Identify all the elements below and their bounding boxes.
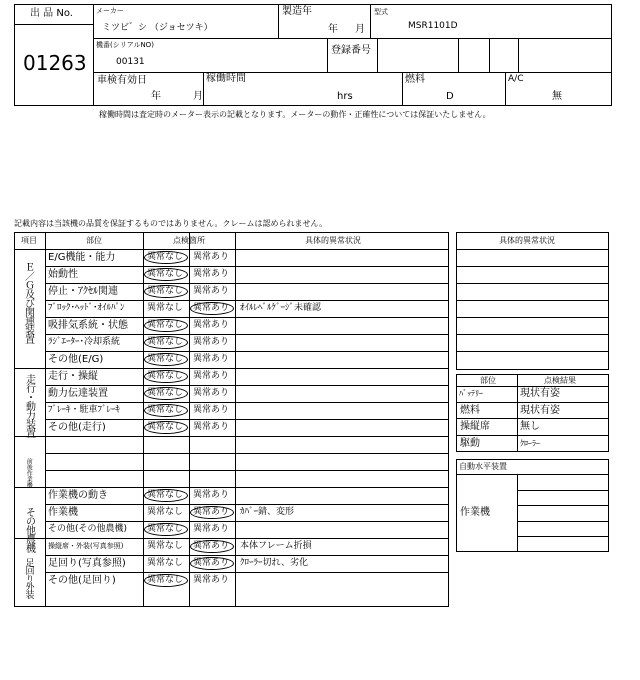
check-no-abnormal: 異常なし	[147, 354, 184, 364]
right-detail-header: 具体的異常状況	[499, 236, 555, 245]
circled-no-abnormal	[144, 404, 188, 417]
check-abnormal: 異常あり	[193, 354, 230, 364]
row-part: その他(E/G)	[48, 354, 104, 365]
row-part: 停止・ｱｸｾﾙ関連	[48, 286, 118, 297]
circled-no-abnormal	[144, 268, 188, 281]
row-part: ﾌﾞﾛｯｸ･ﾍｯﾄﾞ･ｵｲﾙﾊﾟﾝ	[48, 303, 125, 313]
right-row-cab-result: 無し	[520, 421, 540, 432]
right-row-fuel-part: 燃料	[460, 405, 480, 416]
row-part: その他(走行)	[48, 422, 106, 433]
section-label-other: その他農機	[23, 507, 35, 552]
check-no-abnormal: 異常なし	[147, 558, 184, 568]
check-no-abnormal: 異常なし	[147, 252, 184, 262]
row-detail: ｸﾛｰﾗｰ切れ、劣化	[240, 558, 309, 568]
check-no-abnormal: 異常なし	[147, 541, 184, 551]
right-row-fuel-result: 現状有姿	[520, 405, 560, 416]
check-abnormal: 異常あり	[193, 337, 230, 347]
circled-abnormal	[190, 506, 234, 519]
model-value: MSR1101D	[408, 21, 458, 31]
check-abnormal: 異常あり	[193, 320, 230, 330]
check-no-abnormal: 異常なし	[147, 422, 184, 432]
right-part-header: 部位	[480, 376, 496, 385]
check-abnormal: 異常あり	[193, 252, 230, 262]
inspection-year: 年	[151, 91, 161, 102]
fuel-label: 燃料	[405, 74, 425, 85]
check-abnormal: 異常あり	[193, 541, 230, 551]
row-part: その他(その他農機)	[48, 524, 128, 534]
row-part: 走行・操縦	[48, 371, 98, 382]
hours-label: 稼働時間	[206, 73, 246, 84]
circled-no-abnormal	[144, 370, 188, 383]
hours-note: 稼働時間は査定時のメーター表示の記載となります。メーターの動作・正確性については保証いたしません。	[99, 110, 491, 119]
row-part: 吸排気系統・状態	[48, 320, 128, 331]
check-abnormal: 異常あり	[193, 558, 230, 568]
circled-no-abnormal	[144, 421, 188, 434]
row-line	[45, 470, 449, 471]
right-row-cab-part: 操縦席	[460, 421, 490, 432]
mfg-year-label: 製造年	[282, 6, 312, 17]
check-abnormal: 異常あり	[193, 388, 230, 398]
ac-value: 無	[552, 91, 562, 102]
check-abnormal: 異常あり	[193, 303, 230, 313]
check-abnormal: 異常あり	[193, 269, 230, 279]
inspection-month: 月	[193, 91, 203, 102]
inspection-label: 車検有効日	[97, 75, 147, 86]
check-no-abnormal: 異常なし	[147, 337, 184, 347]
mfg-year-unit-month: 月	[355, 24, 365, 35]
circled-no-abnormal	[144, 285, 188, 298]
right-row-battery-result: 現状有姿	[520, 388, 560, 399]
reg-no-label: 登録番号	[331, 45, 371, 56]
circled-no-abnormal	[144, 319, 188, 332]
row-line	[45, 351, 449, 352]
check-no-abnormal: 異常なし	[147, 371, 184, 381]
serial-value: 00131	[116, 57, 145, 67]
circled-abnormal	[190, 302, 234, 315]
check-abnormal: 異常あり	[193, 575, 230, 585]
row-detail: ｵｲﾙﾚﾍﾞﾙｹﾞｰｼﾞ未確認	[240, 303, 322, 313]
circled-no-abnormal	[144, 387, 188, 400]
check-no-abnormal: 異常なし	[147, 405, 184, 415]
circled-no-abnormal	[144, 574, 188, 587]
check-abnormal: 異常あり	[193, 371, 230, 381]
hours-unit: hrs	[337, 91, 353, 102]
check-no-abnormal: 異常なし	[147, 490, 184, 500]
check-abnormal: 異常あり	[193, 490, 230, 500]
circled-no-abnormal	[144, 353, 188, 366]
check-no-abnormal: 異常なし	[147, 286, 184, 296]
fuel-value: D	[446, 91, 454, 102]
check-no-abnormal: 異常なし	[147, 575, 184, 585]
row-line	[45, 453, 449, 454]
maker-value: ミツビ゛シ （ジョセツキ）	[102, 23, 213, 33]
row-part: ﾌﾞﾚｰｷ・駐車ﾌﾞﾚｰｷ	[48, 405, 121, 415]
maker-label: メーカー	[96, 7, 124, 15]
row-part: E/G機能・能力	[48, 252, 116, 263]
check-abnormal: 異常あり	[193, 405, 230, 415]
row-detail: 本体フレーム折損	[240, 541, 312, 551]
work-machine-label: 作業機	[460, 507, 490, 518]
section-label-drive: 走行・動力装置	[23, 374, 35, 437]
circled-no-abnormal	[144, 523, 188, 536]
item-no-label: 出 品 No.	[30, 8, 73, 19]
mfg-year-unit-year: 年	[328, 24, 338, 35]
check-abnormal: 異常あり	[193, 524, 230, 534]
item-no: 01263	[23, 51, 87, 75]
right-row-battery-part: ﾊﾞｯﾃﾘｰ	[459, 389, 483, 398]
circled-abnormal	[190, 557, 234, 570]
row-line	[45, 266, 449, 267]
circled-no-abnormal	[144, 251, 188, 264]
auto-level-label: 自動水平装置	[459, 462, 507, 471]
right-result-header: 点検結果	[544, 376, 576, 385]
section-label-undercarriage: 足回り外装	[23, 558, 34, 598]
check-no-abnormal: 異常なし	[147, 320, 184, 330]
circled-no-abnormal	[144, 336, 188, 349]
row-part: ﾗｼﾞｴｰﾀｰ･冷却系統	[48, 337, 121, 347]
check-abnormal: 異常あり	[193, 286, 230, 296]
row-line	[14, 436, 449, 437]
header-part: 部位	[86, 236, 102, 245]
circled-abnormal	[190, 540, 234, 553]
header-check: 点検箇所	[173, 236, 205, 245]
row-part: 操縦席・外装(写真参照)	[48, 542, 124, 550]
row-part: 足回り(写真参照)	[48, 558, 126, 569]
section-label-work: 前後作業機	[25, 458, 33, 488]
ac-label: A/C	[508, 74, 524, 84]
check-no-abnormal: 異常なし	[147, 269, 184, 279]
check-no-abnormal: 異常なし	[147, 388, 184, 398]
row-part: 作業機	[48, 507, 78, 518]
section-label-eg: Ｅ／Ｇ及び関連装置	[22, 262, 34, 343]
row-part: 動力伝達装置	[48, 388, 108, 399]
row-part: 作業機の動き	[48, 490, 108, 501]
serial-label: 機番(シリアルNO)	[96, 41, 154, 49]
check-abnormal: 異常あり	[193, 507, 230, 517]
circled-no-abnormal	[144, 489, 188, 502]
check-no-abnormal: 異常なし	[147, 524, 184, 534]
right-row-drive-part: 駆動	[460, 438, 480, 449]
check-no-abnormal: 異常なし	[147, 303, 184, 313]
check-abnormal: 異常あり	[193, 422, 230, 432]
model-label: 型式	[374, 8, 388, 16]
right-row-drive-result: ｸﾛｰﾗｰ	[520, 439, 540, 448]
header-detail: 具体的異常状況	[305, 236, 361, 245]
disclaimer: 記載内容は当該機の品質を保証するものではありません。クレームは認められません。	[14, 219, 327, 228]
row-part: 始動性	[48, 269, 78, 280]
check-no-abnormal: 異常なし	[147, 507, 184, 517]
row-detail: ｶﾊﾞｰ錆、変形	[240, 507, 295, 517]
row-part: その他(足回り)	[48, 575, 116, 586]
header-item: 項目	[21, 236, 37, 245]
